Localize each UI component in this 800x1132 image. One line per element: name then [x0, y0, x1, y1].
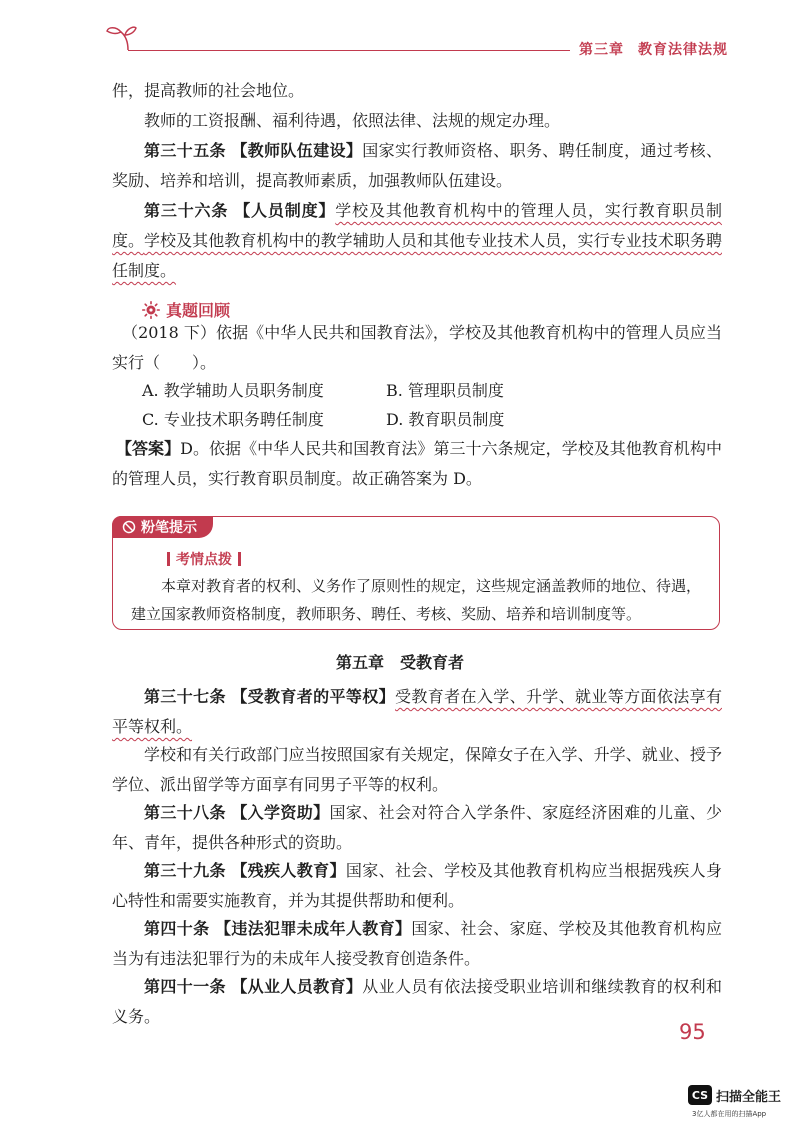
tip-text: 本章对教育者的权利、义务作了原则性的规定，这些规定涵盖教师的地位、待遇，建立国家教师资格制度，教师职务、聘任、考核、奖励、培养和培训制度等。	[131, 577, 702, 623]
article-text: 国家实行教师资格、职务、聘任制度，通过考核、奖励、培养和培训，提高教师素质，加强教师队伍建设。	[112, 141, 722, 190]
article-tag: 【受教育者的平等权】	[231, 687, 395, 706]
article-36-para-2	[112, 226, 722, 286]
option-a: A. 教学辅助人员职务制度	[142, 381, 324, 400]
article-tag: 【入学资助】	[231, 803, 330, 822]
option-c: C. 专业技术职务聘任制度	[142, 410, 324, 429]
article-41	[112, 972, 722, 1032]
article-37	[112, 682, 722, 742]
article-number: 第三十九条	[144, 861, 226, 880]
options-row	[142, 405, 702, 434]
running-header	[579, 39, 728, 59]
article-tag: 【人员制度】	[234, 201, 336, 220]
article-tag: 【从业人员教育】	[231, 977, 363, 996]
article-38	[112, 798, 722, 858]
article-tag: 【违法犯罪未成年人教育】	[214, 919, 412, 938]
article-number: 第四十一条	[144, 977, 226, 996]
sun-icon	[142, 301, 160, 319]
article-text: 从业人员有依法接受职业培训和继续教育的权利和义务。	[112, 977, 722, 1026]
article-tag: 【教师队伍建设】	[231, 141, 363, 160]
article-text: 受教育者在入学、升学、就业等方面依法享有平等权利。	[112, 687, 722, 736]
tip-subheading-text: 考情点拨	[176, 552, 232, 568]
options-row	[142, 376, 702, 405]
paragraph-salary: 教师的工资报酬、福利待遇，依照法律、法规的规定办理。	[144, 111, 561, 130]
tip-tab-label: 粉笔提示	[141, 520, 197, 536]
chapter-number: 第五章	[335, 653, 384, 672]
chapter-name: 受教育者	[400, 653, 465, 672]
article-number: 第三十八条	[144, 803, 226, 822]
tip-subheading	[161, 549, 247, 569]
review-options	[142, 376, 702, 434]
chapter-title	[0, 650, 800, 673]
review-question: （2018 下）依据《中华人民共和国教育法》，学校及其他教育机构中的管理人员应当实行（ ）。	[112, 323, 722, 372]
tip-box	[112, 516, 720, 630]
review-answer	[112, 434, 722, 494]
answer-label: 【答案】	[116, 439, 181, 458]
watermark-tagline: 3亿人都在用的扫描App	[692, 1110, 767, 1118]
article-39	[112, 856, 722, 916]
answer-text: D。依据《中华人民共和国教育法》第三十六条规定，学校及其他教育机构中的管理人员，实行教育职员制度。故正确答案为 D。	[112, 439, 722, 488]
article-37-para-2: 学校和有关行政部门应当按照国家有关规定，保障女子在入学、升学、就业、授予学位、派出留学等方面享有同男子平等的权利。	[112, 745, 722, 794]
article-tag: 【残疾人教育】	[231, 861, 346, 880]
watermark-name: 扫描全能王	[716, 1090, 782, 1105]
left-bar	[167, 552, 170, 566]
article-40	[112, 914, 722, 974]
ban-icon	[122, 520, 136, 534]
article-number: 第三十七条	[144, 687, 226, 706]
article-number: 第三十五条	[144, 141, 226, 160]
paragraph-continuation: 件，提高教师的社会地位。	[112, 81, 305, 100]
review-title-text: 真题回顾	[166, 301, 231, 320]
right-bar	[238, 552, 241, 566]
page-number: 95	[679, 1020, 706, 1044]
paragraph-text: 学校及其他教育机构中的教学辅助人员和其他专业技术人员，实行专业技术职务聘任制度。	[112, 231, 722, 280]
option-b: B. 管理职员制度	[386, 381, 504, 400]
article-text: 国家、社会、学校及其他教育机构应当根据残疾人身心特性和需要实施教育，并为其提供帮助和便利。	[112, 861, 722, 910]
article-text: 国家、社会、家庭、学校及其他教育机构应当为有违法犯罪行为的未成年人接受教育创造条件。	[112, 919, 722, 968]
header-chapter-name: 教育法律法规	[638, 42, 728, 58]
sprout-icon	[104, 22, 138, 52]
article-text: 学校及其他教育机构中的管理人员，实行教育职员制度。	[112, 201, 722, 250]
article-number: 第四十条	[144, 919, 210, 938]
article-text: 国家、社会对符合入学条件、家庭经济困难的儿童、少年、青年，提供各种形式的资助。	[112, 803, 722, 852]
option-d: D. 教育职员制度	[386, 410, 505, 429]
tip-tab	[112, 516, 213, 538]
article-number: 第三十六条	[144, 201, 229, 220]
header-chapter-number: 第三章	[579, 42, 624, 58]
camscanner-logo: CS	[688, 1085, 712, 1105]
scanner-watermark	[688, 1085, 788, 1125]
header-rule	[128, 50, 570, 51]
article-35	[112, 136, 722, 196]
